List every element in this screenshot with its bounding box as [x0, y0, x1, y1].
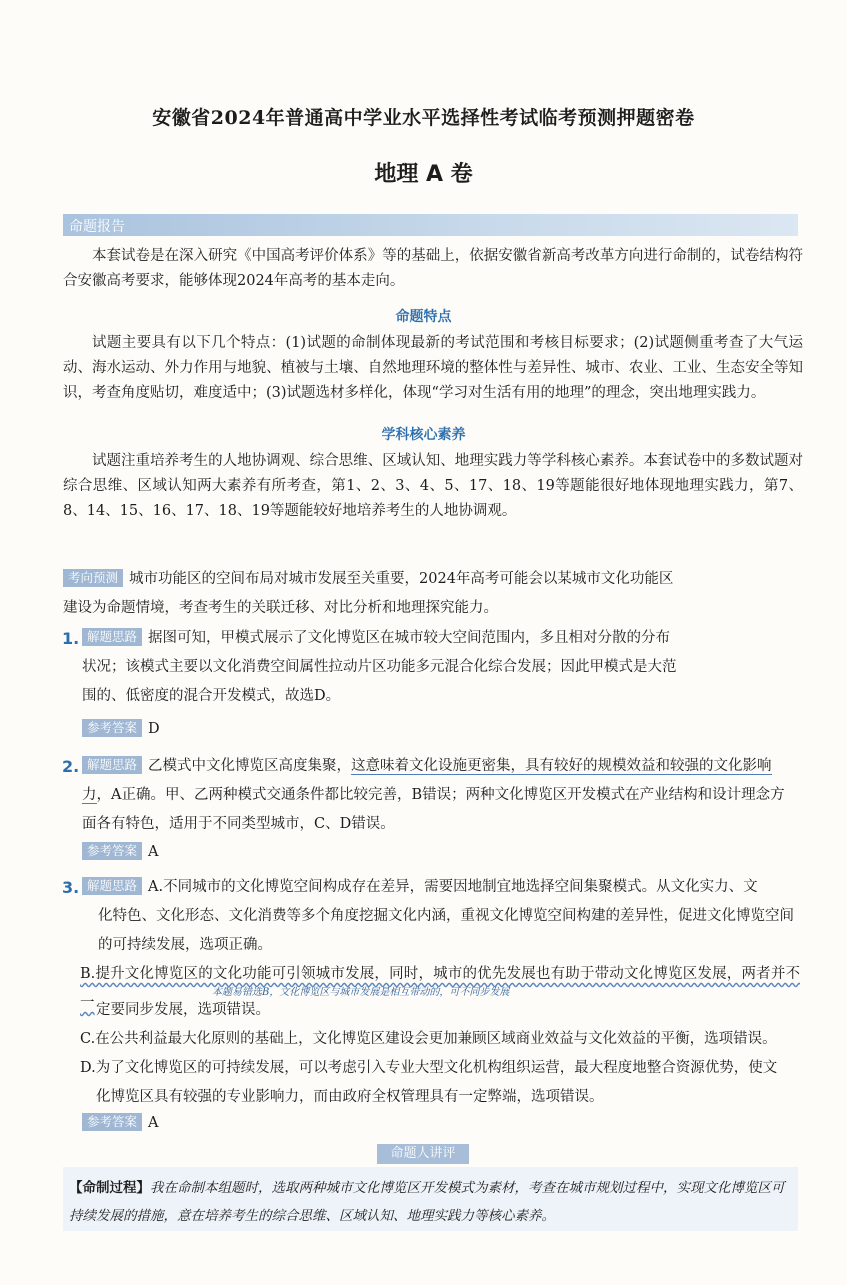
exam-subtitle: 地理 A 卷	[374, 162, 473, 187]
analysis-tag: 解题思路	[82, 877, 142, 895]
q1-answer-value: D	[148, 721, 160, 737]
q2-highlight: 这意味着文化设施更密集，具有较好的规模效益和较强的文化影响	[351, 758, 772, 774]
question-3-option-b-line-2	[80, 996, 816, 1025]
report-intro: 本套试卷是在深入研究《中国高考评价体系》等的基础上，依据安徽省新高考改革方向进行命制的，试卷结构符合安徽高考要求，能够体现2024年高考的基本走向。	[63, 248, 803, 289]
commentary-body: 我在命制本组题时，选取两种城市文化博览区开发模式为素材，考查在城市规划过程中，实现文化博览区可持续发展的措施，意在培养考生的综合思维、区域认知、地理实践力等核心素养。	[69, 1180, 785, 1224]
q3-a-line-2: 化特色、文化形态、文化消费等多个角度挖掘文化内涵，重视文化博览空间构建的差异性，促进文化博览空间	[98, 908, 794, 924]
q3-a-line-1: A.不同城市的文化博览空间构成存在差异，需要因地制宜地选择空间集聚模式。从文化实力、文	[148, 879, 758, 895]
q3-d-line-2: 化博览区具有较强的专业影响力，而由政府全权管理具有一定弊端，选项错误。	[96, 1089, 604, 1105]
commentary-lead: 【命制过程】	[69, 1180, 150, 1196]
error-note: 本题易错选B，文化博览区与城市发展是相互带动的，可不同步发展	[212, 987, 510, 998]
report-header-bar	[63, 214, 798, 236]
answer-tag: 参考答案	[82, 719, 142, 737]
q2-line-3: 面各有特色，适用于不同类型城市，C、D错误。	[82, 816, 395, 832]
literacy-heading: 学科核心素养	[381, 427, 466, 443]
q1-line-3: 围的、低密度的混合开发模式，故选D。	[82, 688, 341, 704]
q3-a-line-3: 的可持续发展，选项正确。	[98, 937, 272, 953]
question-3-answer	[82, 1113, 159, 1133]
forecast-line-2: 建设为命题情境，考查考生的关联迁移、对比分析和地理探究能力。	[63, 600, 498, 616]
q3-d-line-1: D.为了文化博览区的可持续发展，可以考虑引入专业大型文化机构组织运营，最大程度地整合资源优势，使文	[80, 1060, 778, 1076]
question-3-number: 3.	[62, 878, 80, 897]
q3-b-line-2: 定要同步发展，选项错误。	[96, 1002, 270, 1018]
q3-b-line-1: B.提升文化博览区的文化功能可引领城市发展，同时，城市的优先发展也有助于带动文化博览区发展，两者并不一	[80, 966, 800, 1011]
forecast-block	[63, 565, 763, 623]
q1-line-2: 状况；该模式主要以文化消费空间属性拉动片区功能多元混合化综合发展；因此甲模式是大范	[82, 659, 677, 675]
literacy-text: 试题注重培养考生的人地协调观、综合思维、区域认知、地理实践力等学科核心素养。本套试卷中的多数试题对综合思维、区域认知两大素养有所考查，第1、2、3、4、5、17、18、19等题能很好地体现地理实践力，第7、8、14、15、16、17、18、19等题能较好地培养考生的人地协调观。	[63, 453, 803, 519]
question-2-answer	[82, 842, 159, 862]
forecast-line-1: 城市功能区的空间布局对城市发展至关重要，2024年高考可能会以某城市文化功能区	[129, 571, 674, 587]
q1-line-1: 据图可知，甲模式展示了文化博览区在城市较大空间范围内，多且相对分散的分布	[148, 630, 671, 646]
features-heading: 命题特点	[395, 309, 452, 325]
question-2-number: 2.	[62, 757, 80, 776]
q3-c-line: C.在公共利益最大化原则的基础上，文化博览区建设会更加兼顾区域商业效益与文化效益的平衡，选项错误。	[80, 1031, 777, 1047]
question-2-analysis	[82, 752, 800, 839]
question-3-option-c	[80, 1025, 800, 1054]
report-label: 命题报告	[69, 219, 125, 235]
question-3-option-d	[80, 1054, 800, 1112]
q2-highlight-cont: 力	[82, 787, 97, 803]
exam-title: 安徽省2024年普通高中学业水平选择性考试临考预测押题密卷	[152, 107, 695, 129]
answer-tag: 参考答案	[82, 1113, 142, 1131]
q3-answer-value: A	[148, 1115, 159, 1131]
question-3-option-a	[82, 873, 800, 960]
q2-line-1a: 乙模式中文化博览区高度集聚，	[148, 758, 352, 774]
question-1-answer	[82, 719, 160, 739]
answer-tag: 参考答案	[82, 842, 142, 860]
features-text: 试题主要具有以下几个特点：(1)试题的命制体现最新的考试范围和考核目标要求；(2)试题侧重考查了大气运动、海水运动、外力作用与地貌、植被与土壤、自然地理环境的整体性与差异性、城市、农业、工业、生态安全等知识，考查角度贴切，难度适中；(3)试题选材多样化，体现“学习对生活有用的地理”的理念，突出地理实践力。	[63, 335, 803, 401]
question-1-analysis	[82, 624, 800, 711]
analysis-tag: 解题思路	[82, 628, 142, 646]
analysis-tag: 解题思路	[82, 756, 142, 774]
question-1-number: 1.	[62, 629, 80, 648]
commentary-text	[69, 1174, 794, 1230]
q2-line-2b: ，A正确。甲、乙两种模式交通条件都比较完善，B错误；两种文化博览区开发模式在产业结构和设计理念方	[96, 787, 785, 803]
commentary-header: 命题人讲评	[377, 1144, 469, 1164]
q2-answer-value: A	[148, 844, 159, 860]
forecast-tag: 考向预测	[63, 569, 123, 587]
